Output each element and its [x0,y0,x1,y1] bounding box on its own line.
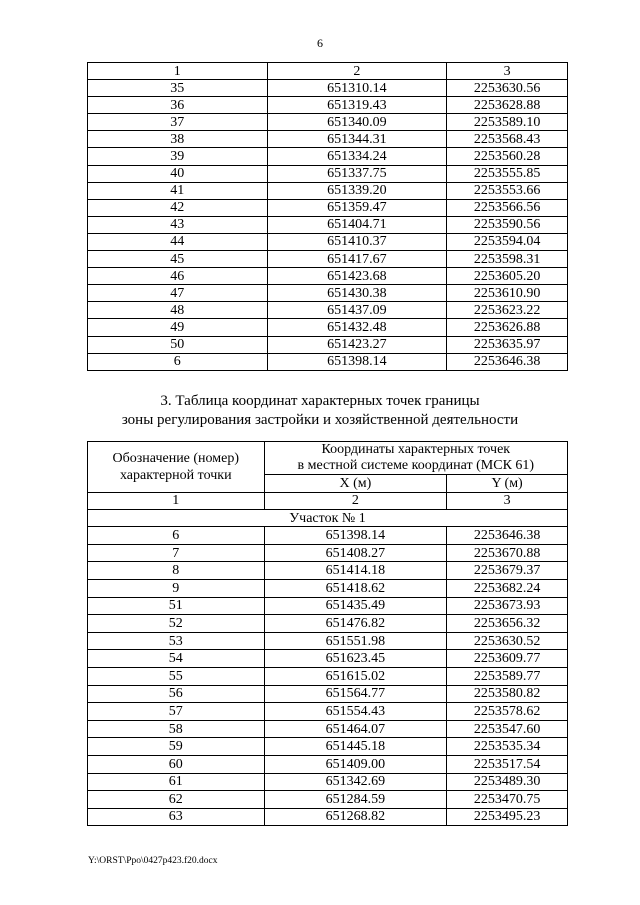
y-coordinate-cell: 2253605.20 [447,268,568,285]
y-coordinate-cell: 2253598.31 [447,251,568,268]
y-coordinate-cell: 2253682.24 [447,579,568,597]
table-row [88,544,568,562]
x-coordinate-cell: 651430.38 [267,285,447,302]
y-coordinate-cell: 2253679.37 [447,562,568,580]
y-coordinate-cell: 2253489.30 [447,773,568,791]
y-coordinate-cell: 2253610.90 [447,285,568,302]
x-coordinate-cell: 651432.48 [267,319,447,336]
x-coordinate-cell: 651337.75 [267,165,447,182]
x-coordinate-cell: 651408.27 [264,544,447,562]
x-coordinate-cell: 651319.43 [267,97,447,114]
x-coordinate-cell: 651310.14 [267,80,447,97]
x-coordinate-cell: 651334.24 [267,148,447,165]
x-coordinate-cell: 651398.14 [267,353,447,370]
table-row [88,738,568,756]
point-number-cell: 41 [88,182,268,199]
y-coordinate-cell: 2253495.23 [447,808,568,826]
y-coordinate-header: Y (м) [447,475,568,493]
y-coordinate-cell: 2253566.56 [447,199,568,216]
table-row [88,302,568,319]
point-number-cell: 47 [88,285,268,302]
point-number-cell: 62 [88,791,265,809]
x-coordinate-cell: 651398.14 [264,527,447,545]
x-coordinate-cell: 651423.27 [267,336,447,353]
x-coordinate-cell: 651417.67 [267,251,447,268]
column-number-2: 2 [267,63,447,80]
table-row [88,685,568,703]
y-coordinate-cell: 2253470.75 [447,791,568,809]
x-coordinate-cell: 651414.18 [264,562,447,580]
y-coordinate-cell: 2253590.56 [447,216,568,233]
table-row [88,773,568,791]
table-row [88,199,568,216]
x-coordinate-cell: 651476.82 [264,615,447,633]
table-row [88,353,568,370]
x-coordinate-cell: 651418.62 [264,579,447,597]
x-coordinate-cell: 651339.20 [267,182,447,199]
point-number-cell: 53 [88,632,265,650]
x-coordinate-header: X (м) [264,475,447,493]
point-number-cell: 45 [88,251,268,268]
x-coordinate-cell: 651437.09 [267,302,447,319]
y-coordinate-cell: 2253635.97 [447,336,568,353]
y-coordinate-cell: 2253594.04 [447,233,568,250]
x-coordinate-cell: 651410.37 [267,233,447,250]
table-row [88,703,568,721]
coordinates-header-line-2: в местной системе координат (МСК 61) [297,458,535,473]
section-label: Участок № 1 [88,510,568,527]
x-coordinate-cell: 651284.59 [264,791,447,809]
point-number-cell: 38 [88,131,268,148]
point-number-cell: 48 [88,302,268,319]
section-title-line-1: 3. Таблица координат характерных точек границы [160,393,480,409]
point-number-cell: 57 [88,703,265,721]
table-row [88,251,568,268]
table-row [88,216,568,233]
coordinates-header [264,442,567,475]
table-row [88,268,568,285]
point-number-cell: 44 [88,233,268,250]
x-coordinate-cell: 651340.09 [267,114,447,131]
point-number-cell: 54 [88,650,265,668]
x-coordinate-cell: 651344.31 [267,131,447,148]
table-header-row [88,442,568,475]
table-row [88,562,568,580]
column-number-1: 1 [88,63,268,80]
table-row [88,615,568,633]
table-row [88,148,568,165]
point-number-cell: 51 [88,597,265,615]
point-number-cell: 58 [88,720,265,738]
table-row [88,667,568,685]
column-numbers-row [88,492,568,510]
table-row [88,97,568,114]
x-coordinate-cell: 651554.43 [264,703,447,721]
coordinates-header-line-1: Координаты характерных точек [321,442,511,457]
y-coordinate-cell: 2253568.43 [447,131,568,148]
y-coordinate-cell: 2253553.66 [447,182,568,199]
point-number-cell: 63 [88,808,265,826]
table-row [88,791,568,809]
section-3-title [0,392,640,429]
point-number-cell: 56 [88,685,265,703]
y-coordinate-cell: 2253555.85 [447,165,568,182]
point-number-cell: 42 [88,199,268,216]
x-coordinate-cell: 651564.77 [264,685,447,703]
table-row [88,165,568,182]
y-coordinate-cell: 2253656.32 [447,615,568,633]
y-coordinate-cell: 2253560.28 [447,148,568,165]
point-number-cell: 46 [88,268,268,285]
table-row [88,632,568,650]
y-coordinate-cell: 2253628.88 [447,97,568,114]
point-number-cell: 60 [88,755,265,773]
point-number-cell: 61 [88,773,265,791]
point-number-cell: 43 [88,216,268,233]
x-coordinate-cell: 651359.47 [267,199,447,216]
y-coordinate-cell: 2253670.88 [447,544,568,562]
point-number-cell: 55 [88,667,265,685]
point-number-cell: 37 [88,114,268,131]
point-number-cell: 7 [88,544,265,562]
section-row [88,510,568,527]
x-coordinate-cell: 651623.45 [264,650,447,668]
table-row [88,579,568,597]
y-coordinate-cell: 2253673.93 [447,597,568,615]
point-number-cell: 50 [88,336,268,353]
point-number-cell: 49 [88,319,268,336]
table-row [88,285,568,302]
point-number-cell: 59 [88,738,265,756]
section-title-line-2: зоны регулирования застройки и хозяйственной деятельности [121,411,519,428]
table-row [88,80,568,97]
point-number-cell: 8 [88,562,265,580]
point-number-cell: 40 [88,165,268,182]
x-coordinate-cell: 651615.02 [264,667,447,685]
page-number: 6 [317,36,323,50]
table-row [88,336,568,353]
designation-header-line-1: Обозначение (номер) [112,450,240,466]
table-row [88,650,568,668]
point-number-cell: 6 [88,353,268,370]
point-designation-header [88,442,265,493]
y-coordinate-cell: 2253580.82 [447,685,568,703]
table-row [88,597,568,615]
y-coordinate-cell: 2253630.52 [447,632,568,650]
table-row [88,114,568,131]
table-row [88,182,568,199]
regulation-zone-coordinates-table [87,441,568,826]
coordinates-table-continued [87,62,568,371]
x-coordinate-cell: 651464.07 [264,720,447,738]
column-number-1: 1 [88,492,265,510]
table-row [88,808,568,826]
table-row [88,527,568,545]
table-row [88,755,568,773]
point-number-cell: 39 [88,148,268,165]
y-coordinate-cell: 2253535.34 [447,738,568,756]
y-coordinate-cell: 2253646.38 [447,527,568,545]
x-coordinate-cell: 651268.82 [264,808,447,826]
y-coordinate-cell: 2253646.38 [447,353,568,370]
x-coordinate-cell: 651551.98 [264,632,447,650]
x-coordinate-cell: 651342.69 [264,773,447,791]
point-number-cell: 52 [88,615,265,633]
y-coordinate-cell: 2253626.88 [447,319,568,336]
column-number-2: 2 [264,492,447,510]
designation-header-line-2: характерной точки [119,467,232,483]
y-coordinate-cell: 2253578.62 [447,703,568,721]
table-row [88,233,568,250]
y-coordinate-cell: 2253609.77 [447,650,568,668]
y-coordinate-cell: 2253630.56 [447,80,568,97]
point-number-cell: 35 [88,80,268,97]
point-number-cell: 36 [88,97,268,114]
y-coordinate-cell: 2253589.77 [447,667,568,685]
table-row [88,720,568,738]
point-number-cell: 6 [88,527,265,545]
table-header-row [88,63,568,80]
table-row [88,131,568,148]
y-coordinate-cell: 2253589.10 [447,114,568,131]
table-row [88,319,568,336]
y-coordinate-cell: 2253623.22 [447,302,568,319]
x-coordinate-cell: 651445.18 [264,738,447,756]
x-coordinate-cell: 651423.68 [267,268,447,285]
column-number-3: 3 [447,63,568,80]
x-coordinate-cell: 651404.71 [267,216,447,233]
y-coordinate-cell: 2253547.60 [447,720,568,738]
file-path-footer: Y:\ORST\Ppo\0427p423.f20.docx [88,856,218,866]
y-coordinate-cell: 2253517.54 [447,755,568,773]
x-coordinate-cell: 651409.00 [264,755,447,773]
x-coordinate-cell: 651435.49 [264,597,447,615]
point-number-cell: 9 [88,579,265,597]
column-number-3: 3 [447,492,568,510]
